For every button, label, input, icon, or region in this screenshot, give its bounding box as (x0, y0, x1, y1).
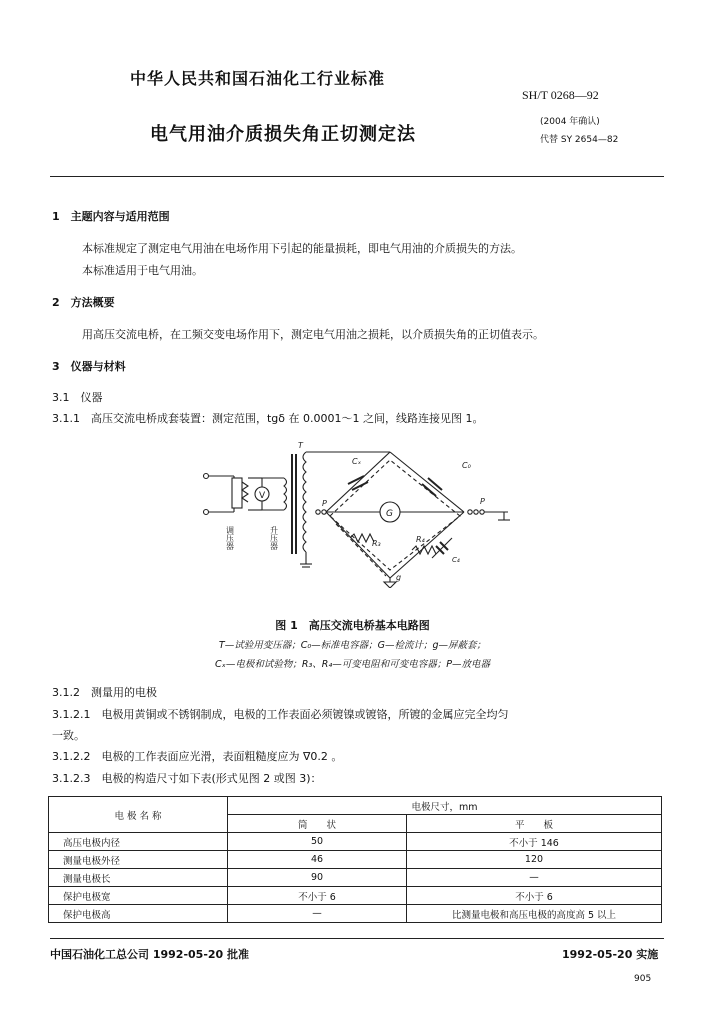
table-row (49, 905, 662, 923)
section-1-para-1: 本标准规定了测定电气用油在电场作用下引起的能量损耗，即电气用油的介质损失的方法。 (82, 242, 522, 255)
voltage-regulator (232, 478, 242, 508)
step-up-label: 升压器 (269, 526, 279, 550)
cell-flat: — (407, 869, 662, 887)
section-3-1-2-3: 3.1.2.3 电极的构造尺寸如下表(形式见图 2 或图 3)： (52, 772, 322, 785)
input-terminal (204, 510, 209, 515)
header-electrode-size: 电极尺寸，mm (228, 797, 662, 815)
section-3-1-1: 3.1.1 高压交流电桥成套装置：测定范围，tgδ 在 0.0001～1 之间，线路连接见图 1。 (52, 412, 484, 425)
section-1-para-2: 本标准适用于电气用油。 (82, 264, 203, 277)
cell-flat: 比测量电极和高压电极的高度高 5 以上 (407, 905, 662, 923)
discharger-label-right: P (480, 497, 485, 506)
electrode-dimension-table (48, 796, 662, 923)
c4-label: C₄ (452, 556, 460, 564)
discharger-left (316, 510, 320, 514)
bridge-arm-r4 (390, 512, 464, 578)
cell-cylindrical: 46 (228, 851, 407, 869)
transformer-primary (284, 478, 287, 510)
input-terminal (204, 474, 209, 479)
section-3-1-2-1-cont: 一致。 (52, 729, 85, 742)
voltmeter-label: V (259, 491, 266, 501)
cell-name: 保护电极高 (49, 905, 228, 923)
cell-cylindrical: 50 (228, 833, 407, 851)
section-3-1-2-1: 3.1.2.1 电极用黄铜或不锈钢制成，电极的工作表面必须镀镍或镀铬，所镀的金属应完全均匀 (52, 708, 509, 721)
confirmation-note: (2004 年确认) (540, 117, 600, 127)
figure-1-caption: 图 1 高压交流电桥基本电路图 (275, 619, 430, 632)
cell-flat: 不小于 146 (407, 833, 662, 851)
cell-flat: 不小于 6 (407, 887, 662, 905)
document-title: 电气用油介质损失角正切测定法 (150, 124, 416, 145)
discharger-right (468, 510, 472, 514)
header-cylindrical: 筒 状 (228, 815, 407, 833)
cell-name: 测量电极长 (49, 869, 228, 887)
r3-label: R₃ (372, 539, 381, 548)
bridge-circuit-diagram (190, 438, 520, 588)
regulator-label: 调压器 (225, 526, 235, 550)
figure-1-legend-2: Cₓ—电极和试验物；R₃、R₄—可变电阻和可变电容器；P—放电器 (215, 659, 490, 670)
header-electrode-name: 电 极 名 称 (49, 797, 228, 833)
cx-label: Cₓ (352, 457, 362, 466)
cell-name: 测量电极外径 (49, 851, 228, 869)
bridge-arm-c0 (390, 452, 464, 512)
discharger-label-left: P (322, 499, 327, 508)
cell-cylindrical: — (228, 905, 407, 923)
issuing-org: 中华人民共和国石油化工行业标准 (130, 69, 386, 88)
header-flat-plate: 平 板 (407, 815, 662, 833)
transformer-secondary (303, 452, 306, 552)
figure-1-legend-1: T—试验用变压器；C₀—标准电容器；G—检流计；g—屏蔽套； (218, 640, 487, 651)
cell-cylindrical: 不小于 6 (228, 887, 407, 905)
section-3-1-2: 3.1.2 测量用的电极 (52, 686, 157, 699)
replaces-note: 代替 SY 2654—82 (540, 135, 619, 145)
implementation-note: 1992-05-20 实施 (562, 948, 659, 961)
cell-name: 保护电极宽 (49, 887, 228, 905)
approval-note: 中国石油化工总公司 1992-05-20 批准 (50, 948, 250, 961)
section-3-1-2-2: 3.1.2.2 电极的工作表面应光滑，表面粗糙度应为 ∇0.2 。 (52, 750, 343, 763)
section-3-heading: 3 仪器与材料 (52, 360, 126, 373)
page-number: 905 (634, 974, 652, 984)
c0-label: C₀ (462, 461, 471, 470)
cell-name: 高压电极内径 (49, 833, 228, 851)
transformer-label: T (298, 441, 303, 450)
galvanometer-label: G (386, 509, 393, 519)
cell-cylindrical: 90 (228, 869, 407, 887)
table-row (49, 887, 662, 905)
shield-screen (330, 460, 460, 570)
table-row (49, 869, 662, 887)
shield-label: g (396, 573, 402, 582)
standard-number: SH/T 0268—92 (522, 88, 599, 102)
section-1-heading: 1 主题内容与适用范围 (52, 210, 170, 223)
table-row (49, 833, 662, 851)
cell-flat: 120 (407, 851, 662, 869)
section-3-1-heading: 3.1 仪器 (52, 391, 103, 404)
capacitor-cx (348, 476, 364, 484)
section-2-heading: 2 方法概要 (52, 296, 115, 309)
r4-label: R₄ (416, 535, 425, 544)
table-header-row (49, 797, 662, 815)
header-rule (50, 176, 664, 177)
footer-rule (50, 938, 664, 939)
table-row (49, 851, 662, 869)
section-2-para: 用高压交流电桥，在工频交变电场作用下，测定电气用油之损耗，以介质损失角的正切值表示。 (82, 328, 544, 341)
